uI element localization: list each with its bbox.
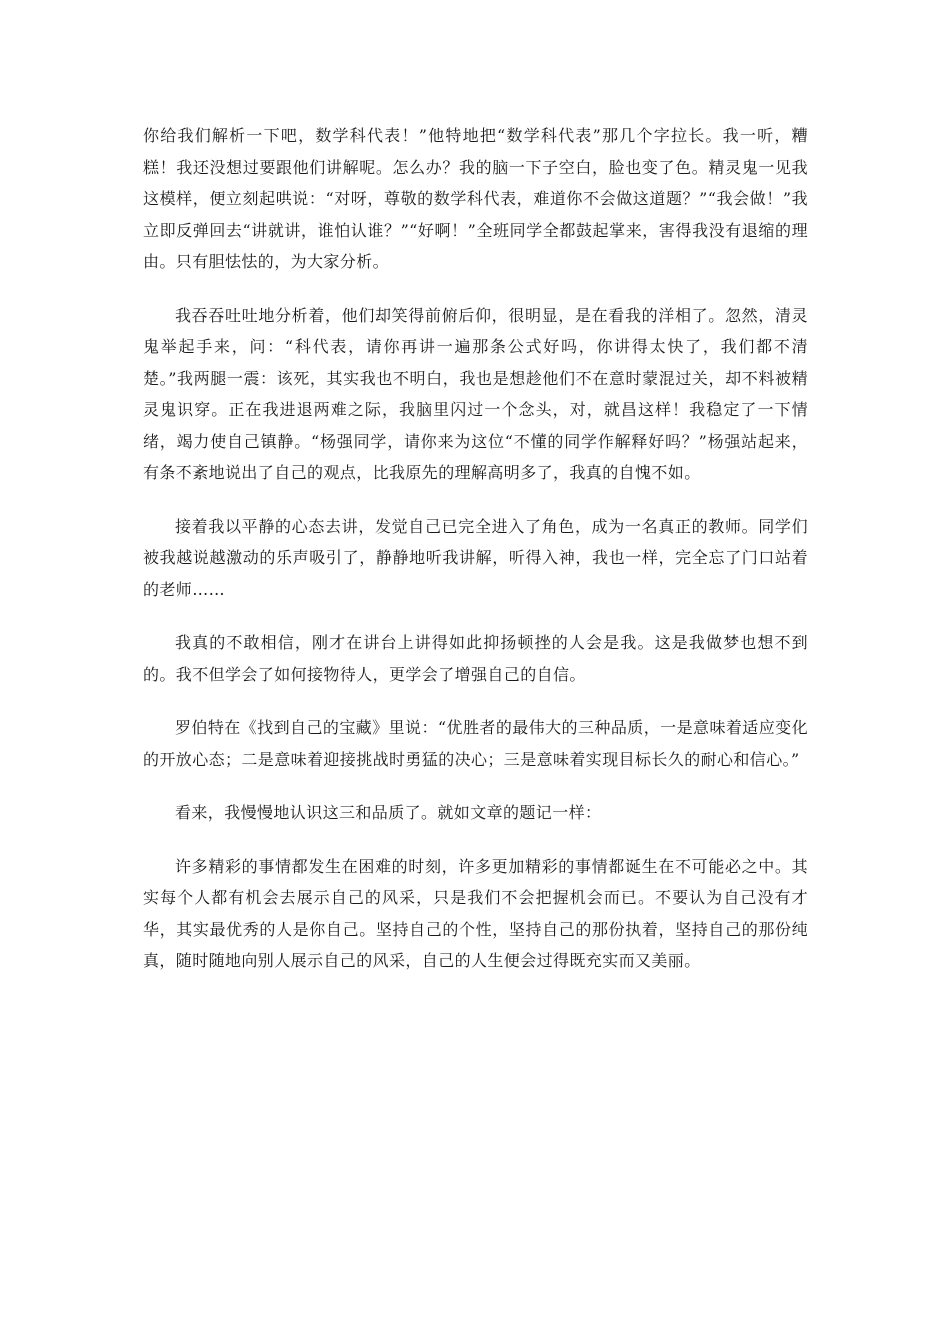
paragraph-4: 我真的不敢相信，刚才在讲台上讲得如此抑扬顿挫的人会是我。这是我做梦也想不到的。我不但学会了如何接物待人，更学会了增强自己的自信。 [143, 633, 808, 684]
document-body [143, 120, 808, 977]
paragraph-spacer [143, 605, 808, 627]
paragraph-spacer [143, 278, 808, 300]
paragraph-1: 你给我们解析一下吧，数学科代表！”他特地把“数学科代表”那几个字拉长。我一听，糟糕！我还没想过要跟他们讲解呢。怎么办？我的脑一下子空白，脸也变了色。精灵鬼一见我这模样，便立刻起哄说：“对呀，尊敬的数学科代表，难道你不会做这道题？”“我会做！”我立即反弹回去“讲就讲，谁怕认谁？”“好啊！”全班同学全都鼓起掌来，害得我没有退缩的理由。只有胆怯怯的，为大家分析。 [143, 126, 808, 271]
paragraph-3: 接着我以平静的心态去讲，发觉自己已完全进入了角色，成为一名真正的教师。同学们被我越说越激动的乐声吸引了，静静地听我讲解，听得入神，我也一样，完全忘了门口站着的老师…… [143, 516, 808, 599]
paragraph-spacer [143, 690, 808, 712]
paragraph-spacer [143, 489, 808, 511]
paragraph-7: 许多精彩的事情都发生在困难的时刻，许多更加精彩的事情都诞生在不可能必之中。其实每个人都有机会去展示自己的风采，只是我们不会把握机会而已。不要认为自己没有才华，其实最优秀的人是你自己。坚持自己的个性，坚持自己的那份执着，坚持自己的那份纯真，随时随地向别人展示自己的风采，自己的人生便会过得既充实而又美丽。 [143, 856, 808, 970]
paragraph-6: 看来，我慢慢地认识这三和品质了。就如文章的题记一样： [175, 803, 602, 822]
paragraph-5: 罗伯特在《找到自己的宝藏》里说：“优胜者的最伟大的三种品质，一是意味着适应变化的开放心态；二是意味着迎接挑战时勇猛的决心；三是意味着实现目标长久的耐心和信心。” [143, 718, 808, 769]
paragraph-spacer [143, 775, 808, 797]
paragraph-spacer [143, 829, 808, 851]
paragraph-2: 我吞吞吐吐地分析着，他们却笑得前俯后仰，很明显，是在看我的洋相了。忽然，清灵鬼举起手来，问：“科代表，请你再讲一遍那条公式好吗，你讲得太快了，我们都不清楚。”我两腿一震：该死，其实我也不明白，我也是想趁他们不在意时蒙混过关，却不料被精灵鬼识穿。正在我进退两难之际，我脑里闪过一个念头，对，就昌这样！我稳定了一下情绪，竭力使自己镇静。“杨强同学，请你来为这位“不懂的同学作解释好吗？”杨强站起来，有条不紊地说出了自己的观点，比我原先的理解高明多了，我真的自愧不如。 [143, 305, 808, 482]
